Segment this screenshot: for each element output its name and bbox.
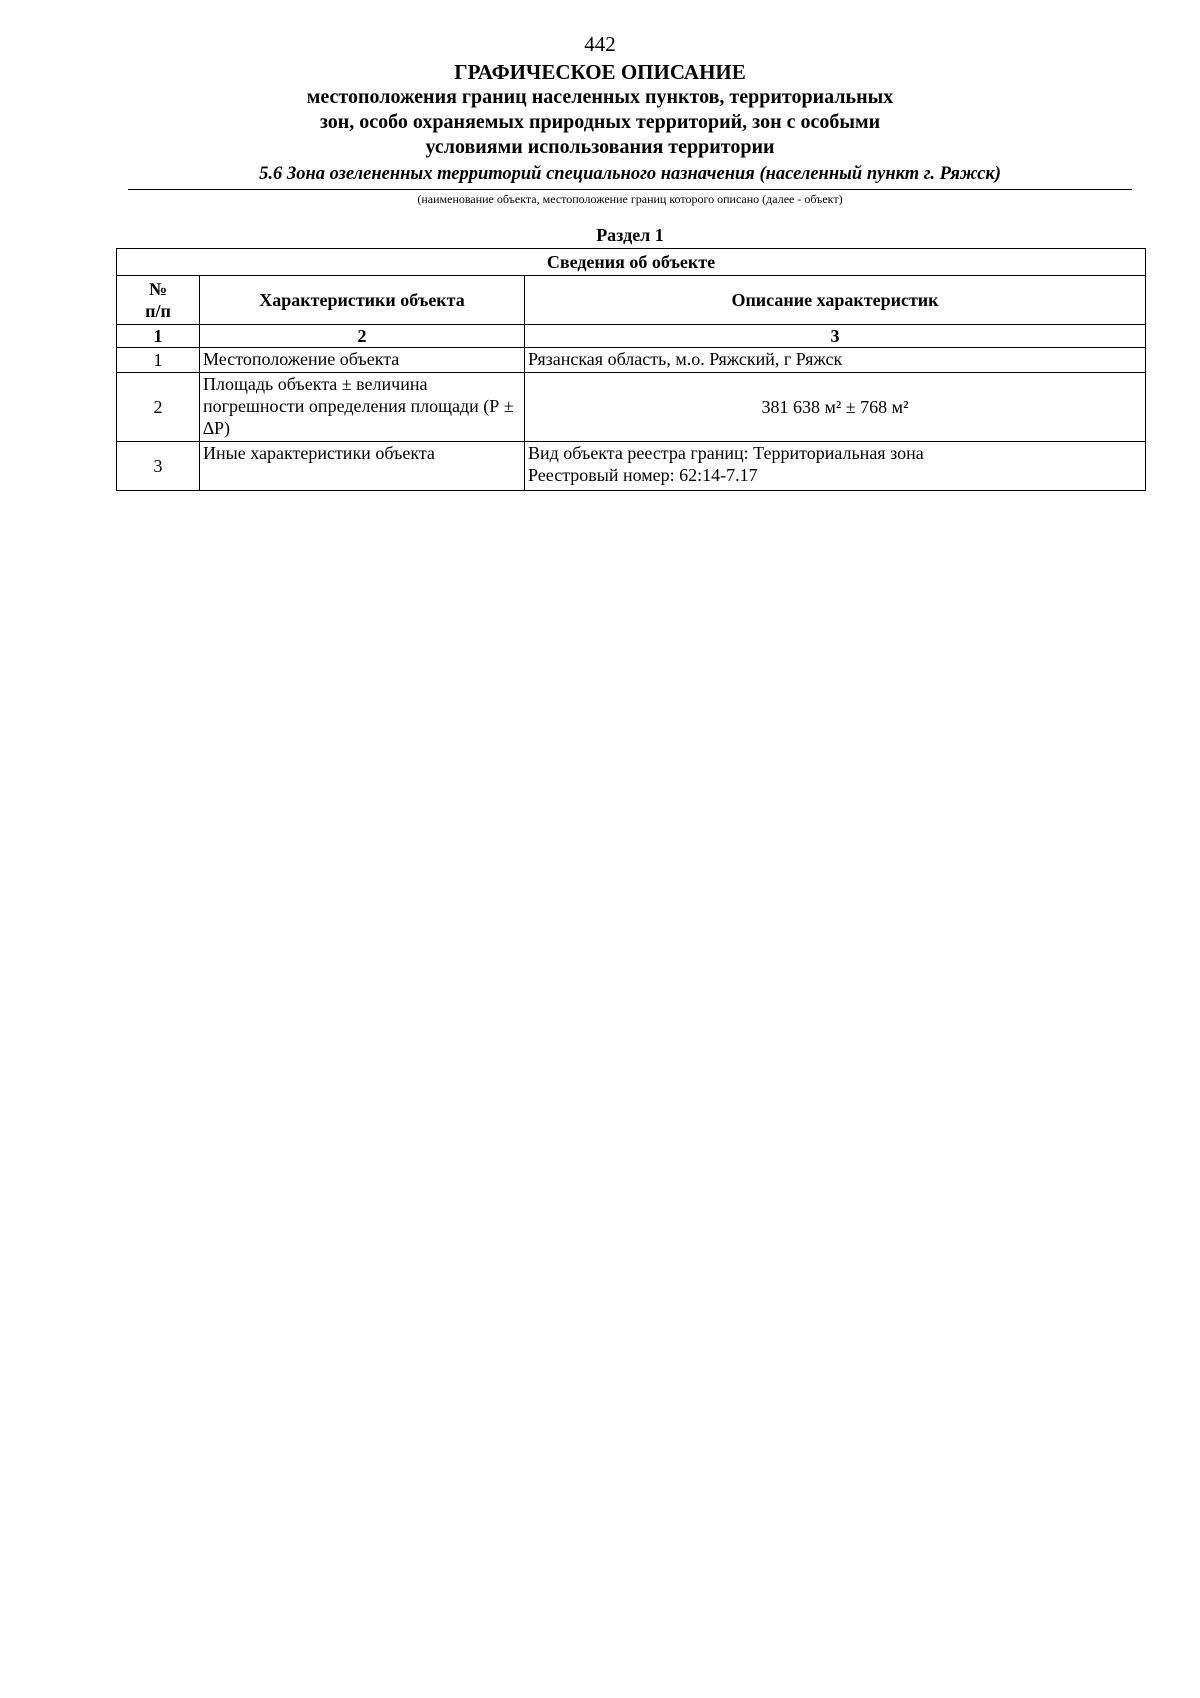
- object-name-underline: [128, 189, 1132, 190]
- row-description: 381 638 м² ± 768 м²: [525, 373, 1146, 442]
- header-description: Описание характеристик: [525, 276, 1146, 325]
- row-characteristic: Местоположение объекта: [200, 348, 525, 373]
- table-caption-row: [117, 249, 1146, 276]
- table-caption: Сведения об объекте: [117, 249, 1146, 276]
- table-row: [117, 442, 1146, 491]
- row-description: [525, 442, 1146, 491]
- row-description-line: Вид объекта реестра границ: Территориальная зона: [528, 443, 924, 463]
- object-info-table: [116, 248, 1146, 491]
- row-description: Рязанская область, м.о. Ряжский, г Ряжск: [525, 348, 1146, 373]
- object-name-caption: (наименование объекта, местоположение границ которого описано (далее - объект): [417, 192, 843, 206]
- table-header-row: [117, 276, 1146, 325]
- row-characteristic: Площадь объекта ± величина погрешности определения площади (Р ± ∆Р): [200, 373, 525, 442]
- row-num: 2: [117, 373, 200, 442]
- document-title: [0, 60, 1200, 160]
- column-number-row: [117, 325, 1146, 348]
- column-number: 1: [117, 325, 200, 348]
- row-num: 3: [117, 442, 200, 491]
- table-row: [117, 348, 1146, 373]
- header-num: [117, 276, 200, 325]
- page-number: 442: [584, 32, 616, 56]
- row-characteristic: Иные характеристики объекта: [200, 442, 525, 491]
- title-main: ГРАФИЧЕСКОЕ ОПИСАНИЕ: [454, 60, 746, 84]
- table-row: [117, 373, 1146, 442]
- row-num: 1: [117, 348, 200, 373]
- section-title: Раздел 1: [596, 225, 664, 245]
- row-description-line: Реестровый номер: 62:14-7.17: [528, 465, 758, 485]
- title-line: условиями использования территории: [425, 136, 775, 158]
- title-line: зон, особо охраняемых природных территорий, зон с особыми: [319, 111, 881, 133]
- title-line: местоположения границ населенных пунктов, территориальных: [306, 86, 894, 108]
- header-characteristics: Характеристики объекта: [200, 276, 525, 325]
- column-number: 3: [525, 325, 1146, 348]
- header-num-text: № п/п: [145, 279, 171, 321]
- object-name: 5.6 Зона озелененных территорий специального назначения (населенный пункт г. Ряжск): [259, 164, 1001, 184]
- column-number: 2: [200, 325, 525, 348]
